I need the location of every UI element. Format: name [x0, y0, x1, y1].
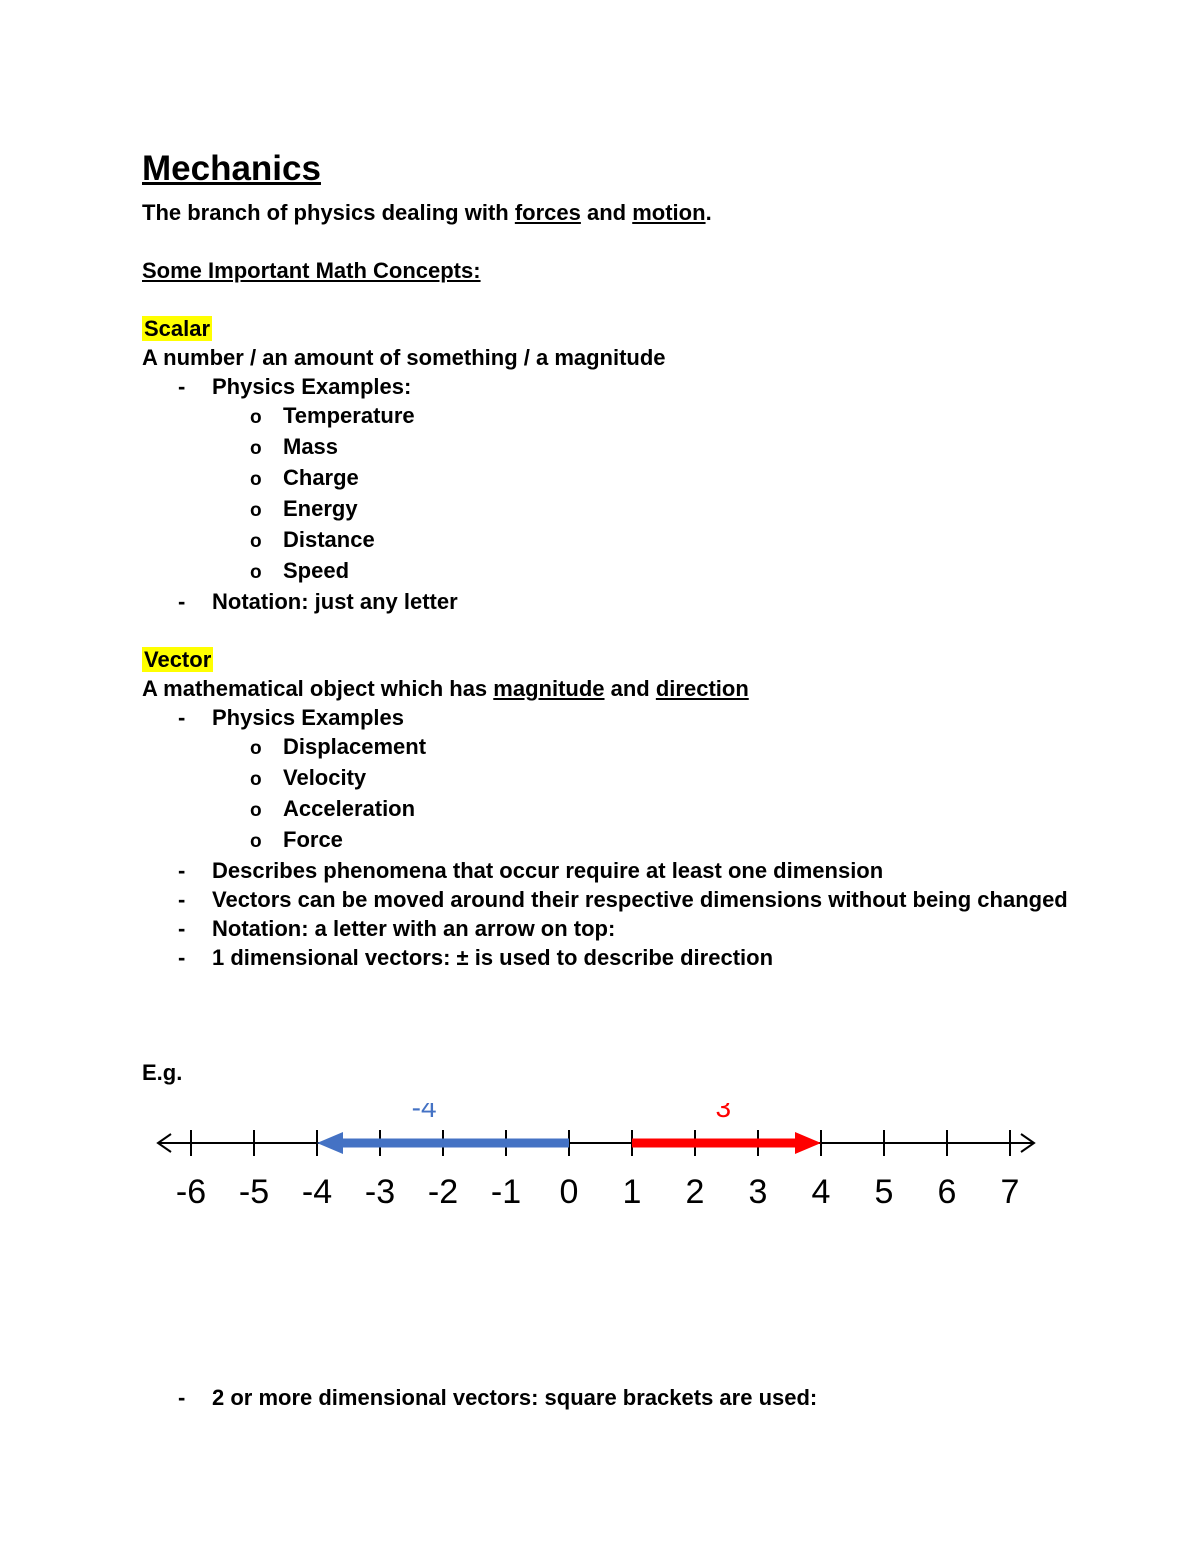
circle-bullet: o: [250, 407, 262, 428]
svg-text:-1: -1: [490, 1173, 522, 1211]
list-item-label: Energy: [283, 496, 358, 521]
intro-text: The branch of physics dealing with: [142, 200, 515, 225]
vector-definition-text: A mathematical object which has: [142, 676, 494, 701]
list-item-label: Notation: a letter with an arrow on top:: [212, 916, 616, 941]
svg-text:-4: -4: [411, 1103, 437, 1123]
circle-bullet: o: [250, 831, 262, 852]
circle-bullet: o: [250, 469, 262, 490]
svg-text:3: 3: [715, 1103, 732, 1123]
list-item-label: Acceleration: [283, 796, 416, 821]
circle-bullet: o: [250, 562, 262, 583]
intro-text: .: [705, 200, 712, 225]
list-item-label: Distance: [283, 527, 375, 552]
svg-text:6: 6: [937, 1173, 957, 1211]
number-line-figure: [146, 1103, 1080, 1225]
list-item: [142, 794, 1080, 825]
list-item-label: Mass: [283, 434, 339, 459]
list-item: [142, 825, 1080, 856]
vector-definition-text: and: [604, 676, 656, 701]
list-item-label: 2 or more dimensional vectors: square brackets are used:: [212, 1385, 818, 1410]
list-item-label: Temperature: [283, 403, 415, 428]
list-item: [142, 525, 1080, 556]
intro-text: and: [580, 200, 633, 225]
svg-text:2: 2: [685, 1173, 705, 1211]
vector-underlined-magnitude: magnitude: [493, 676, 605, 701]
list-item: [142, 856, 1080, 885]
list-item: [142, 494, 1080, 525]
list-item-label: Describes phenomena that occur require at least one dimension: [212, 858, 884, 883]
list-item: [142, 1383, 1080, 1412]
circle-bullet: o: [250, 800, 262, 821]
list-item-label: Displacement: [283, 734, 427, 759]
svg-text:3: 3: [748, 1173, 768, 1211]
list-item: [142, 587, 1080, 616]
list-item-label: Velocity: [283, 765, 367, 790]
list-item: [142, 432, 1080, 463]
svg-text:7: 7: [1000, 1173, 1020, 1211]
vector-heading-line: [142, 645, 1080, 674]
svg-text:0: 0: [559, 1173, 579, 1211]
intro-underlined-motion: motion: [632, 200, 706, 225]
circle-bullet: o: [250, 438, 262, 459]
circle-bullet: o: [250, 500, 262, 521]
dash-bullet: -: [178, 945, 186, 970]
list-item: [142, 372, 1080, 401]
dash-bullet: -: [178, 705, 186, 730]
number-line-svg: [146, 1103, 1066, 1218]
page-title: Mechanics: [142, 149, 321, 188]
list-item: [142, 463, 1080, 494]
section-heading: Some Important Math Concepts:: [142, 258, 481, 283]
svg-text:1: 1: [622, 1173, 642, 1211]
list-item: [142, 401, 1080, 432]
scalar-heading-line: [142, 314, 1080, 343]
circle-bullet: o: [250, 531, 262, 552]
list-item-label: Force: [283, 827, 343, 852]
scalar-definition: A number / an amount of something / a magnitude: [142, 345, 666, 370]
vector-underlined-direction: direction: [655, 676, 749, 701]
dash-bullet: -: [178, 374, 186, 399]
list-item: [142, 885, 1080, 914]
list-item-label: Speed: [283, 558, 350, 583]
list-item: [142, 556, 1080, 587]
vector-heading-highlight: Vector: [144, 647, 212, 672]
intro-underlined-forces: forces: [514, 200, 581, 225]
vector-definition: [142, 674, 1080, 703]
svg-text:-3: -3: [364, 1173, 396, 1211]
list-item-label: Vectors can be moved around their respective dimensions without being changed: [212, 887, 1068, 912]
dash-bullet: -: [178, 887, 186, 912]
intro-paragraph: [142, 198, 1080, 227]
svg-text:4: 4: [811, 1173, 831, 1211]
list-item-label: Notation: just any letter: [212, 589, 458, 614]
list-item-label: Physics Examples:: [212, 374, 412, 399]
dash-bullet: -: [178, 916, 186, 941]
list-item: [142, 914, 1080, 943]
list-item: [142, 703, 1080, 732]
list-item: [142, 943, 1080, 972]
list-item: [142, 732, 1080, 763]
list-item-label: Charge: [283, 465, 359, 490]
scalar-heading-highlight: Scalar: [144, 316, 211, 341]
dash-bullet: -: [178, 589, 186, 614]
list-item-label: 1 dimensional vectors: ± is used to describe direction: [212, 945, 774, 970]
dash-bullet: -: [178, 858, 186, 883]
list-item: [142, 763, 1080, 794]
svg-text:5: 5: [874, 1173, 894, 1211]
svg-text:-5: -5: [238, 1173, 270, 1211]
dash-bullet: -: [178, 1385, 186, 1410]
svg-text:-6: -6: [175, 1173, 207, 1211]
example-label: E.g.: [142, 1060, 183, 1085]
circle-bullet: o: [250, 769, 262, 790]
list-item-label: Physics Examples: [212, 705, 405, 730]
svg-text:-2: -2: [427, 1173, 459, 1211]
svg-text:-4: -4: [301, 1173, 333, 1211]
circle-bullet: o: [250, 738, 262, 759]
